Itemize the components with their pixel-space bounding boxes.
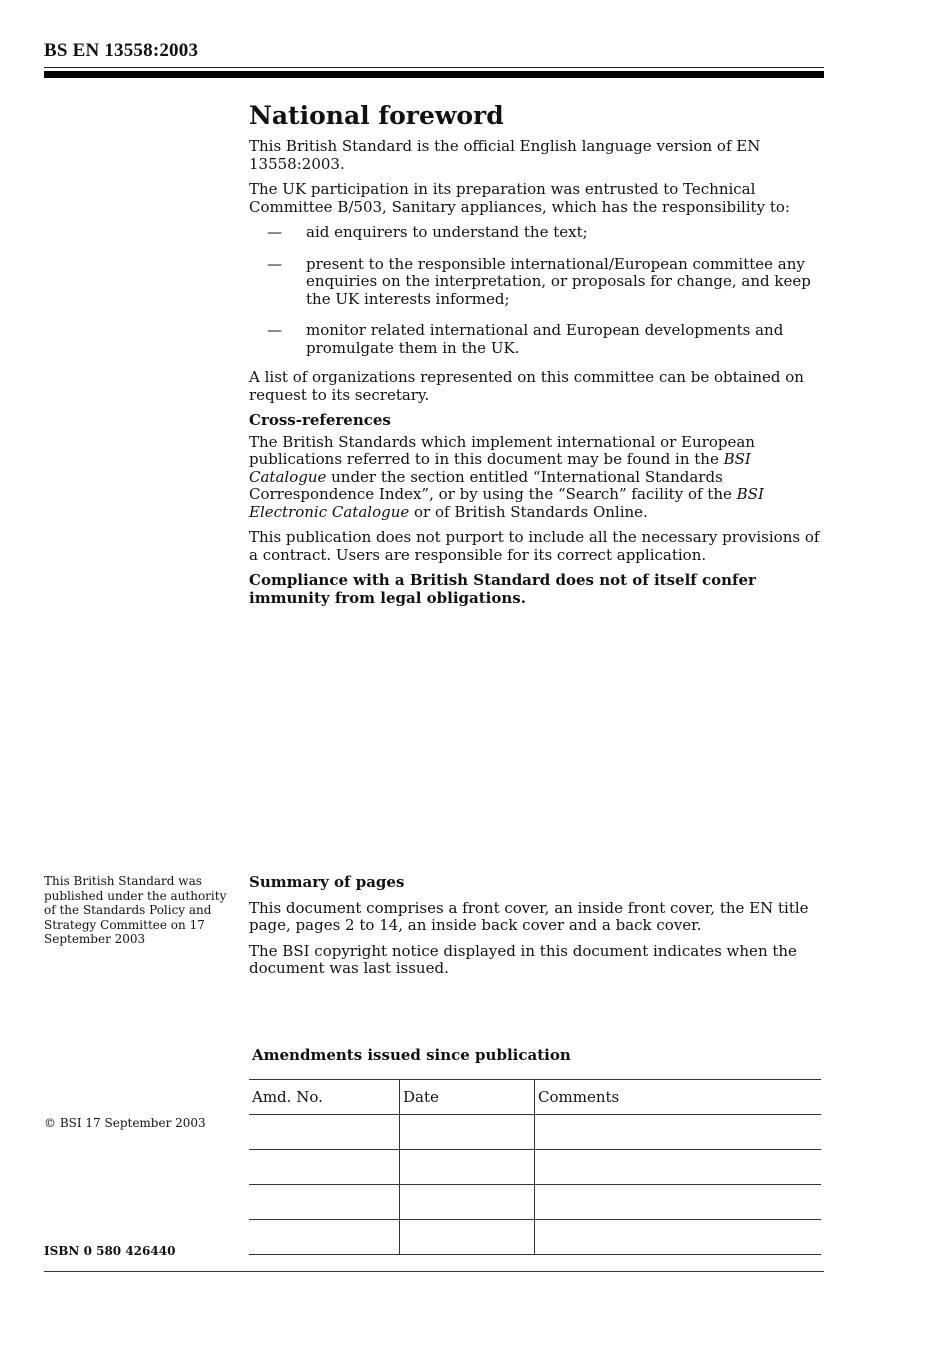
table-cell — [249, 1185, 400, 1220]
header-rule-thin — [44, 67, 824, 68]
column-header-date: Date — [400, 1080, 535, 1115]
list-item — [249, 256, 824, 309]
summary-heading: Summary of pages — [249, 873, 405, 891]
column-header-comments: Comments — [535, 1080, 822, 1115]
page-title: National foreword — [249, 101, 504, 130]
table-cell — [249, 1150, 400, 1185]
table-cell — [535, 1115, 822, 1150]
list-item-text: aid enquirers to understand the text; — [306, 223, 588, 241]
table-cell — [249, 1115, 400, 1150]
amendments-title: Amendments issued since publication — [252, 1046, 571, 1064]
responsibility-list — [249, 224, 824, 357]
crossref-paragraph — [249, 434, 824, 522]
table-row — [249, 1185, 821, 1220]
publication-note: This British Standard was published under the authority of the Standards Policy and Strategy Committee on 17 September 2003 — [44, 874, 227, 946]
copyright-notice-paragraph: The BSI copyright notice displayed in this document indicates when the document was last issued. — [249, 941, 797, 977]
table-header-row — [249, 1080, 821, 1115]
list-item-text: present to the responsible international/European committee any enquiries on the interpretation, or proposals for change, and keep the UK interests informed; — [306, 254, 811, 308]
participation-paragraph: The UK participation in its preparation was entrusted to Technical Committee B/503, Sanitary appliances, which has the responsibility to: — [249, 180, 790, 216]
table-cell — [249, 1220, 400, 1255]
national-foreword-section — [249, 100, 824, 615]
dash-marker: — — [267, 223, 282, 241]
isbn-line: ISBN 0 580 426440 — [44, 1244, 176, 1258]
crossref-text-1: The British Standards which implement international or European publications referred to in this document may be found in the — [249, 432, 755, 468]
organizations-paragraph: A list of organizations represented on this committee can be obtained on request to its secretary. — [249, 368, 804, 404]
header-rule-thick — [44, 71, 824, 78]
table-cell — [400, 1220, 535, 1255]
table-cell — [400, 1185, 535, 1220]
crossref-text-2: under the section entitled “International Standards Correspondence Index”, or by using the “Search” facility of the — [249, 467, 737, 503]
bsi-electronic-catalogue-ref: BSI Electronic Catalogue — [249, 485, 764, 521]
footer-rule — [44, 1271, 824, 1272]
amendments-table — [249, 1079, 821, 1255]
crossref-heading: Cross-references — [249, 411, 391, 429]
bsi-catalogue-ref: BSI Catalogue — [249, 450, 751, 486]
summary-pages-paragraph: This document comprises a front cover, an inside front cover, the EN title page, pages 2 to 14, an inside back cover and a back cover. — [249, 898, 809, 934]
table-row — [249, 1150, 821, 1185]
table-row — [249, 1220, 821, 1255]
table-cell — [535, 1185, 822, 1220]
document-id: BS EN 13558:2003 — [44, 40, 199, 61]
dash-marker: — — [267, 254, 282, 273]
summary-section — [249, 874, 824, 986]
crossref-text-3: or of British Standards Online. — [409, 502, 648, 521]
table-cell — [535, 1150, 822, 1185]
table-cell — [400, 1115, 535, 1150]
intro-paragraph: This British Standard is the official English language version of EN 13558:2003. — [249, 137, 761, 173]
table-cell — [400, 1150, 535, 1185]
list-item — [249, 322, 824, 357]
compliance-statement: Compliance with a British Standard does not of itself confer immunity from legal obligations. — [249, 571, 756, 607]
column-header-amd-no: Amd. No. — [249, 1080, 400, 1115]
dash-marker: — — [267, 321, 282, 339]
copyright-line: © BSI 17 September 2003 — [44, 1116, 206, 1130]
list-item-text: monitor related international and European developments and promulgate them in the UK. — [306, 321, 784, 357]
list-item — [249, 224, 824, 242]
contract-paragraph: This publication does not purport to include all the necessary provisions of a contract. Users are responsible for its correct application. — [249, 528, 820, 564]
table-cell — [535, 1220, 822, 1255]
table-row — [249, 1115, 821, 1150]
